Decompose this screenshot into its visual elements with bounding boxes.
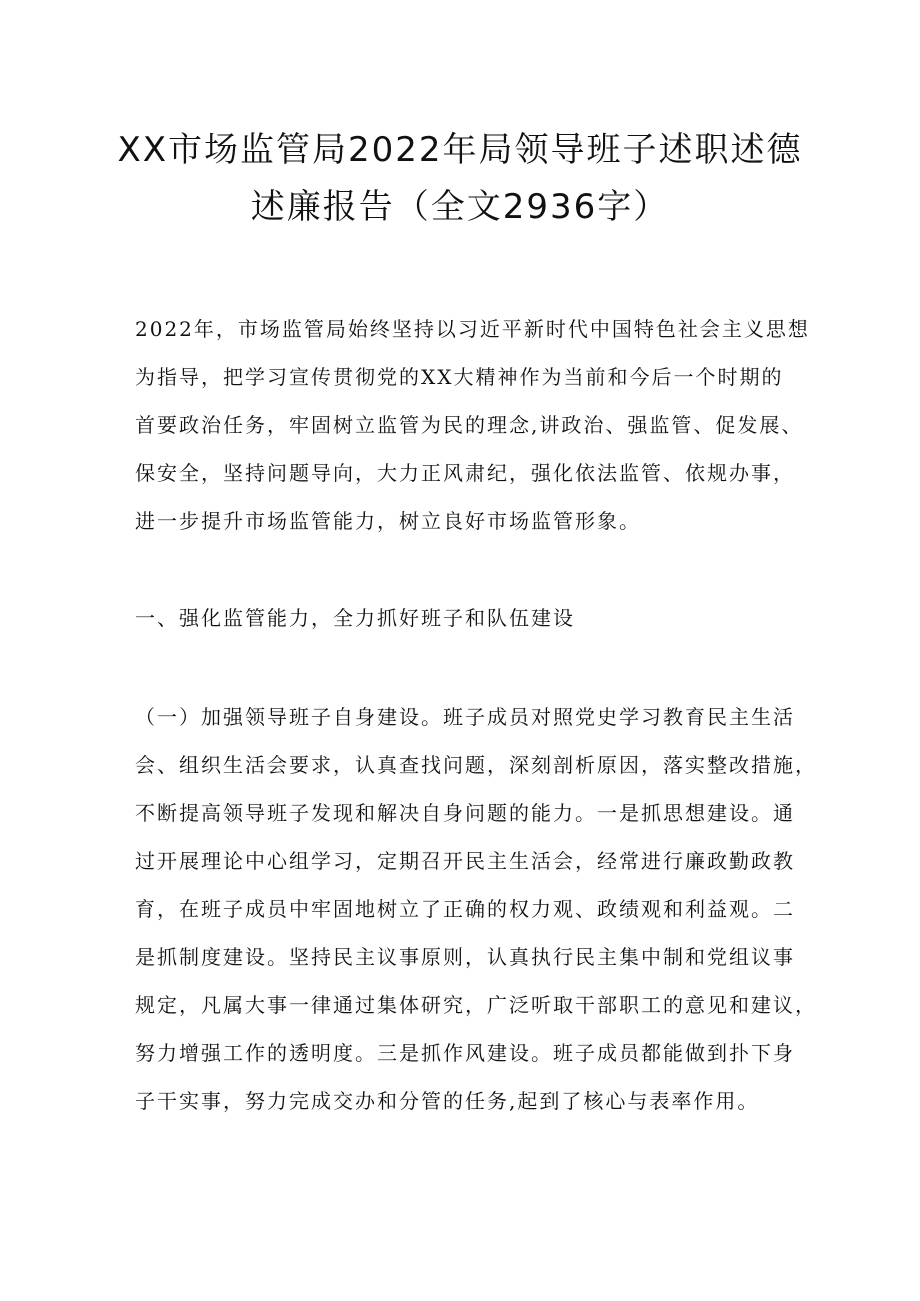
paragraph-line: 是抓制度建设。坚持民主议事原则，认真执行民主集中制和党组议事: [135, 945, 795, 969]
intro-line: 为指导，把学习宣传贯彻党的XX大精神作为当前和今后一个时期的: [135, 365, 784, 389]
document-title-line-2: 述廉报告（全文2936字）: [250, 187, 670, 227]
intro-line: 保安全，坚持问题导向，大力正风肃纪，强化依法监管、依规办事，: [135, 461, 795, 485]
section-heading-text: 一、强化监管能力，全力抓好班子和队伍建设: [135, 606, 575, 630]
intro-line: 首要政治任务，牢固树立监管为民的理念,讲政治、强监管、促发展、: [135, 413, 804, 437]
paragraph-line: 过开展理论中心组学习，定期召开民主生活会，经常进行廉政勤政教: [135, 849, 795, 873]
intro-line: 2022年，市场监管局始终坚持以习近平新时代中国特色社会主义思想: [135, 317, 810, 341]
paragraph-line: 不断提高领导班子发现和解决自身问题的能力。一是抓思想建设。通: [135, 801, 795, 825]
paragraph-line: 规定，凡属大事一律通过集体研究，广泛听取干部职工的意见和建议，: [135, 993, 817, 1017]
intro-line: 进一步提升市场监管能力，树立良好市场监管形象。: [135, 509, 641, 533]
paragraph-line: （一）加强领导班子自身建设。班子成员对照党史学习教育民主生活: [135, 705, 795, 729]
document-title-line-1: XX市场监管局2022年局领导班子述职述德: [117, 130, 803, 170]
paragraph-line: 会、组织生活会要求，认真查找问题，深刻剖析原因，落实整改措施，: [135, 753, 817, 777]
paragraph-line: 努力增强工作的透明度。三是抓作风建设。班子成员都能做到扑下身: [135, 1041, 795, 1065]
paragraph-line: 育，在班子成员中牢固地树立了正确的权力观、政绩观和利益观。二: [135, 897, 795, 921]
paragraph-line: 子干实事，努力完成交办和分管的任务,起到了核心与表率作用。: [135, 1089, 760, 1113]
